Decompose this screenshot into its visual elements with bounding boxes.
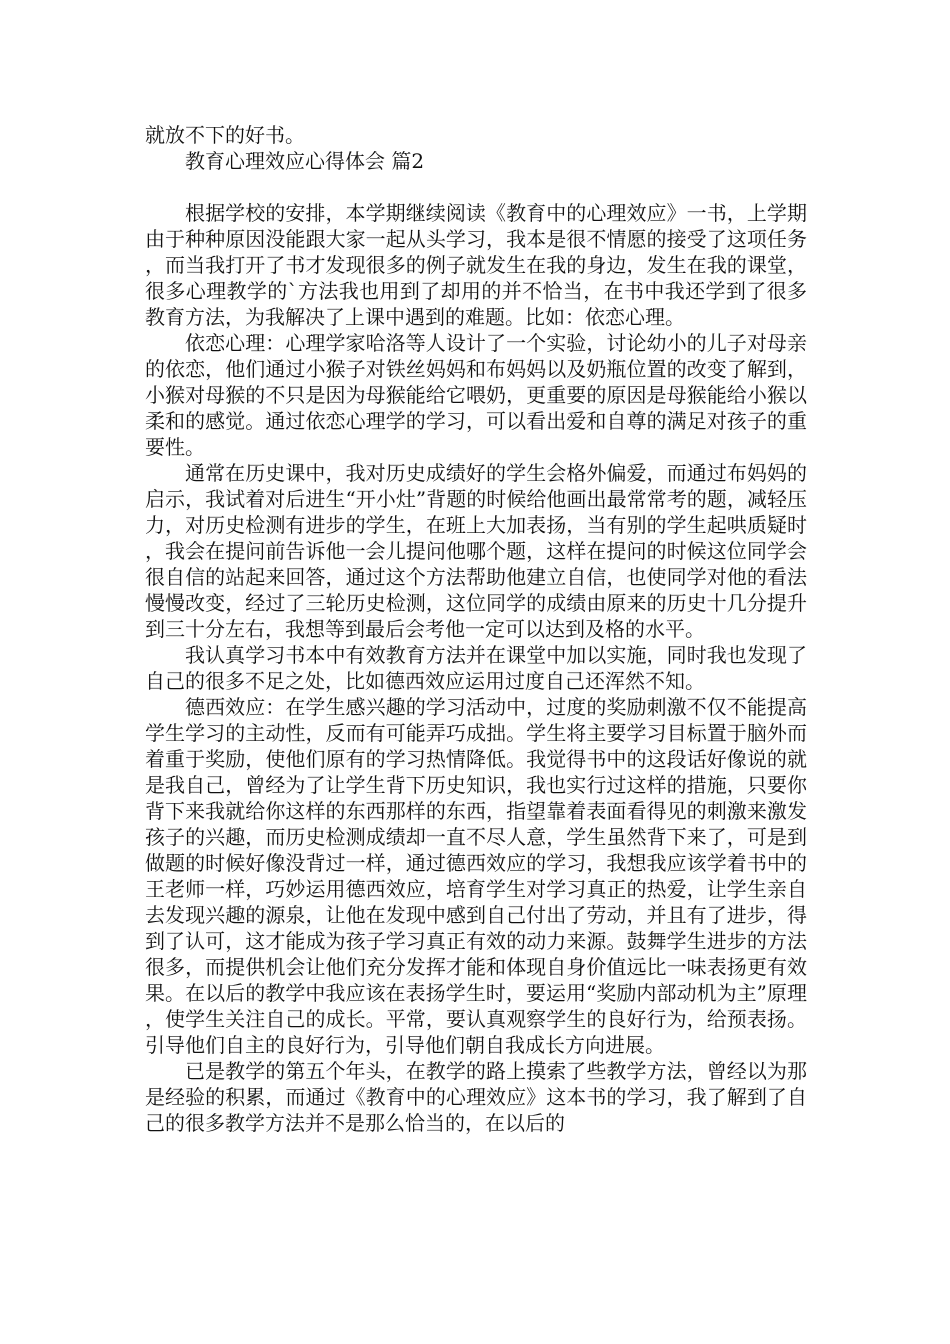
- paragraph-1: 根据学校的安排，本学期继续阅读《教育中的心理效应》一书，上学期由于种种原因没能跟大家一起从头学习，我本是很不情愿的接受了这项任务，而当我打开了书才发现很多的例子就发生在我的身边，发生在我的课堂，很多心理教学的`方法我也用到了却用的并不恰当，在书中我还学到了很多教育方法，为我解决了上课中遇到的难题。比如：依恋心理。: [145, 201, 807, 329]
- paragraph-2: 依恋心理：心理学家哈洛等人设计了一个实验，讨论幼小的儿子对母亲的依恋，他们通过小猴子对铁丝妈妈和布妈妈以及奶瓶位置的改变了解到，小猴对母猴的不只是因为母猴能给它喂奶，更重要的原因是母猴能给小猴以柔和的感觉。通过依恋心理学的学习，可以看出爱和自尊的满足对孩子的重要性。: [145, 331, 807, 459]
- paragraph-4: 我认真学习书本中有效教育方法并在课堂中加以实施，同时我也发现了自己的很多不足之处，比如德西效应运用过度自己还浑然不知。: [145, 643, 807, 693]
- paragraph-3: 通常在历史课中，我对历史成绩好的学生会格外偏爱，而通过布妈妈的启示，我试着对后进生“开小灶”背题的时候给他画出最常常考的题，减轻压力，对历史检测有进步的学生，在班上大加表扬，当有别的学生起哄质疑时，我会在提问前告诉他一会儿提问他哪个题，这样在提问的时候这位同学会很自信的站起来回答，通过这个方法帮助他建立自信，也使同学对他的看法慢慢改变，经过了三轮历史检测，这位同学的成绩由原来的历史十几分提升到三十分左右，我想等到最后会考他一定可以达到及格的水平。: [145, 461, 807, 641]
- paragraph-6: 已是教学的第五个年头，在教学的路上摸索了些教学方法，曾经以为那是经验的积累，而通过《教育中的心理效应》这本书的学习，我了解到了自己的很多教学方法并不是那么恰当的，在以后的: [145, 1059, 807, 1135]
- document-body: [145, 122, 807, 1136]
- paragraph-5: 德西效应：在学生感兴趣的学习活动中，过度的奖励刺激不仅不能提高学生学习的主动性，反而有可能弄巧成拙。学生将主要学习目标置于脑外而着重于奖励，使他们原有的学习热情降低。我觉得书中的这段话好像说的就是我自己，曾经为了让学生背下历史知识，我也实行过这样的措施，只要你背下来我就给你这样的东西那样的东西，指望靠着表面看得见的刺激来激发孩子的兴趣，而历史检测成绩却一直不尽人意，学生虽然背下来了，可是到做题的时候好像没背过一样，通过德西效应的学习，我想我应该学着书中的王老师一样，巧妙运用德西效应，培育学生对学习真正的热爱，让学生亲自去发现兴趣的源泉，让他在发现中感到自己付出了劳动，并且有了进步，得到了认可，这才能成为孩子学习真正有效的动力来源。鼓舞学生进步的方法很多，而提供机会让他们充分发挥才能和体现自身价值远比一味表扬更有效果。在以后的教学中我应该在表扬学生时，要运用“奖励内部动机为主”原理，使学生关注自己的成长。平常，要认真观察学生的良好行为，给预表扬。引导他们自主的良好行为，引导他们朝自我成长方向进展。: [145, 695, 807, 1057]
- lead-line: 就放不下的好书。: [145, 123, 305, 147]
- blank-line: [145, 174, 807, 200]
- section-heading: 教育心理效应心得体会 篇2: [185, 149, 425, 173]
